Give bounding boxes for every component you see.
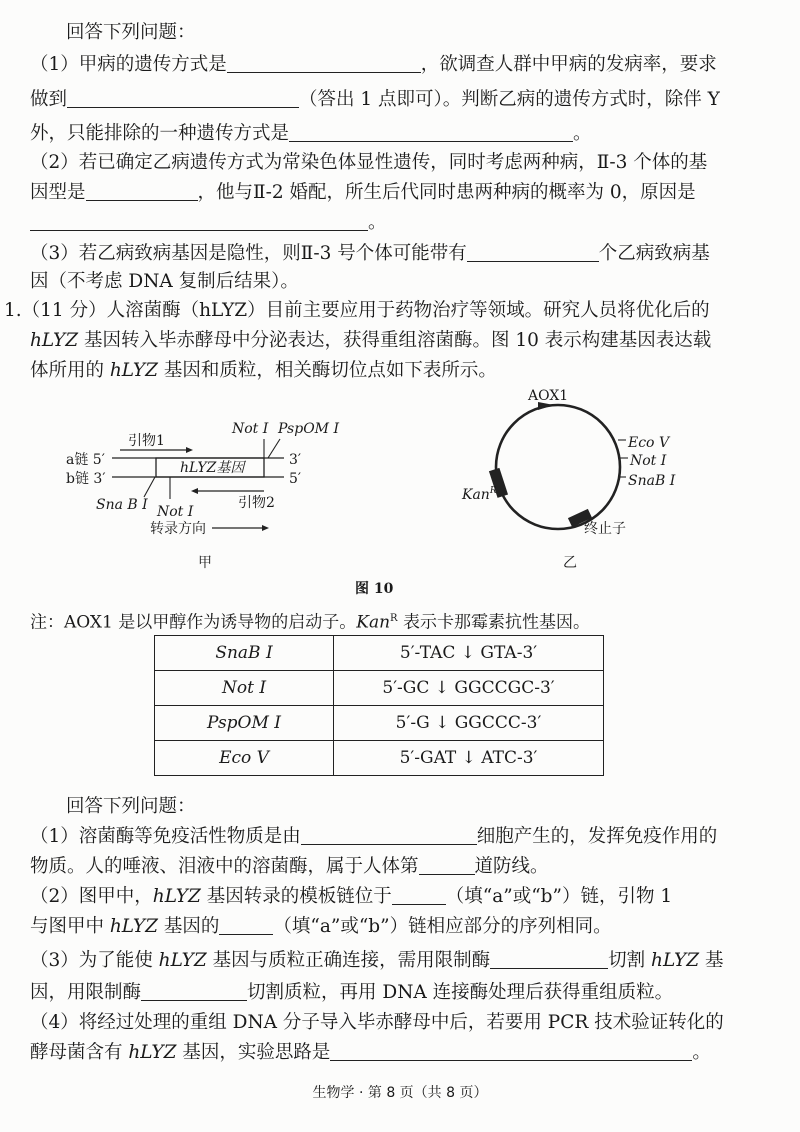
q21-line3: 体所用的 hLYZ 基因和质粒，相关酶切位点如下表所示。	[30, 360, 497, 381]
figure-10	[0, 385, 800, 625]
q21-line2: hLYZ 基因转入毕赤酵母中分泌表达，获得重组溶菌酶。图 10 表示构建基因表达载	[30, 330, 712, 351]
cut-site: 5′-TAC ↓ GTA-3′	[334, 636, 604, 671]
answer-blank[interactable]	[141, 982, 247, 1001]
cut-site: 5′-G ↓ GGCCC-3′	[334, 706, 604, 741]
part1-q3-line2: 因（不考虑 DNA 复制后结果）。	[30, 271, 299, 292]
plasmid-ring	[496, 405, 620, 529]
end-b-label: 5′	[289, 471, 302, 487]
part2-q4-line2: 酵母菌含有 hLYZ 基因，实验思路是 。	[30, 1042, 711, 1063]
not1-top-label: Not Ⅰ	[232, 421, 269, 437]
table-row	[155, 671, 604, 706]
table-row	[155, 741, 604, 776]
figure-caption: 图 10	[355, 581, 394, 597]
gene-diagram-jia	[66, 421, 339, 571]
snab1-label: SnaB Ⅰ	[628, 473, 676, 489]
pspom1-label: PspOM Ⅰ	[278, 421, 339, 437]
answer-blank[interactable]	[392, 886, 446, 905]
part1-heading: 回答下列问题：	[66, 22, 196, 43]
page-footer: 生物学 · 第 8 页（共 8 页）	[312, 1085, 488, 1101]
answer-blank[interactable]	[490, 950, 608, 969]
figure-note: 注：AOX1 是以甲醇作为诱导物的启动子。Kan$^R$ 表示卡那霉素抗性基因。	[30, 612, 590, 633]
cut-site: 5′-GAT ↓ ATC-3′	[334, 741, 604, 776]
strand-b-label: b链 3′	[66, 471, 106, 487]
part2-q2-line2: 与图甲中 hLYZ 基因的 （填“a”或“b”）链相应部分的序列相同。	[30, 916, 612, 937]
primer2-label: 引物2	[238, 495, 275, 511]
answer-blank[interactable]	[219, 916, 273, 935]
enzyme-name: PspOM Ⅰ	[155, 706, 334, 741]
answer-blank[interactable]	[86, 182, 198, 201]
enzyme-name: Eco Ⅴ	[155, 741, 334, 776]
panel-yi-caption: 乙	[563, 555, 577, 571]
terminator-label: 终止子	[584, 521, 626, 537]
answer-blank[interactable]	[330, 1042, 692, 1061]
hlyz-gene-label: hLYZ基因	[180, 460, 245, 476]
answer-blank[interactable]	[227, 54, 421, 73]
part2-q1-line1: （1）溶菌酶等免疫活性物质是由 细胞产生的，发挥免疫作用的	[30, 826, 718, 847]
not1-label: Not Ⅰ	[630, 453, 667, 469]
snab1-pointer	[144, 477, 155, 497]
plasmid-diagram-yi	[461, 388, 676, 571]
part1-q1-line1: （1）甲病的遗传方式是 ，欲调查人群中甲病的发病率，要求	[30, 54, 717, 75]
part1-q2-line1: （2）若已确定乙病遗传方式为常染色体显性遗传，同时考虑两种病，Ⅱ-3 个体的基	[30, 152, 708, 173]
snab1-label: Sna B Ⅰ	[96, 497, 148, 513]
answer-blank[interactable]	[289, 123, 573, 142]
answer-blank[interactable]	[301, 826, 477, 845]
transcription-direction-arrow-head	[262, 525, 269, 531]
part2-q3-line1: （3）为了能使 hLYZ 基因与质粒正确连接，需用限制酶 切割 hLYZ 基	[30, 950, 724, 971]
answer-blank[interactable]	[67, 89, 299, 108]
aox1-label: AOX1	[528, 388, 569, 404]
answer-blank[interactable]	[467, 243, 599, 262]
part2-q2-line1: （2）图甲中，hLYZ 基因转录的模板链位于 （填“a”或“b”）链，引物 1	[30, 886, 673, 907]
primer1-label: 引物1	[128, 433, 165, 449]
end-a-label: 3′	[289, 452, 302, 468]
part1-q2-line2: 因型是 ，他与Ⅱ-2 婚配，所生后代同时患两种病的概率为 0，原因是	[30, 182, 696, 203]
part2-q1-line2: 物质。人的唾液、泪液中的溶菌酶，属于人体第 道防线。	[30, 856, 549, 877]
ecov-label: Eco Ⅴ	[628, 435, 670, 451]
kanr-label: Kan$^R$	[462, 486, 497, 503]
answer-blank[interactable]	[30, 212, 368, 231]
part1-q2-line3: 。	[30, 210, 387, 236]
part2-q3-line2: 因，用限制酶 切割质粒，再用 DNA 连接酶处理后获得重组质粒。	[30, 982, 674, 1003]
part2-q4-line1: （4）将经过处理的重组 DNA 分子导入毕赤酵母中后，若要用 PCR 技术验证转化的	[30, 1012, 724, 1033]
primer1-arrow-head	[186, 447, 193, 453]
transcription-direction-label: 转录方向	[150, 521, 206, 537]
part2-heading: 回答下列问题：	[66, 796, 196, 817]
enzyme-name: Not Ⅰ	[155, 671, 334, 706]
table-row	[155, 706, 604, 741]
pspom1-pointer	[268, 439, 280, 458]
table-row	[155, 636, 604, 671]
part1-q1-line3: 外，只能排除的一种遗传方式是 。	[30, 123, 592, 144]
enzyme-name: SnaB Ⅰ	[155, 636, 334, 671]
cut-site: 5′-GC ↓ GGCCGC-3′	[334, 671, 604, 706]
panel-jia-caption: 甲	[198, 555, 212, 571]
not1-bottom-label: Not Ⅰ	[157, 504, 194, 520]
part1-q3-line1: （3）若乙病致病基因是隐性，则Ⅱ-3 号个体可能带有 个乙病致病基	[30, 243, 710, 264]
part1-q1-line2: 做到 （答出 1 点即可）。判断乙病的遗传方式时，除伴 Y	[30, 89, 720, 110]
answer-blank[interactable]	[419, 856, 475, 875]
q21-line1: 1.（11 分）人溶菌酶（hLYZ）目前主要应用于药物治疗等领域。研究人员将优化后的	[4, 300, 710, 321]
restriction-enzyme-table	[154, 635, 604, 776]
primer2-arrow-head	[191, 488, 198, 494]
strand-a-label: a链 5′	[66, 452, 105, 468]
